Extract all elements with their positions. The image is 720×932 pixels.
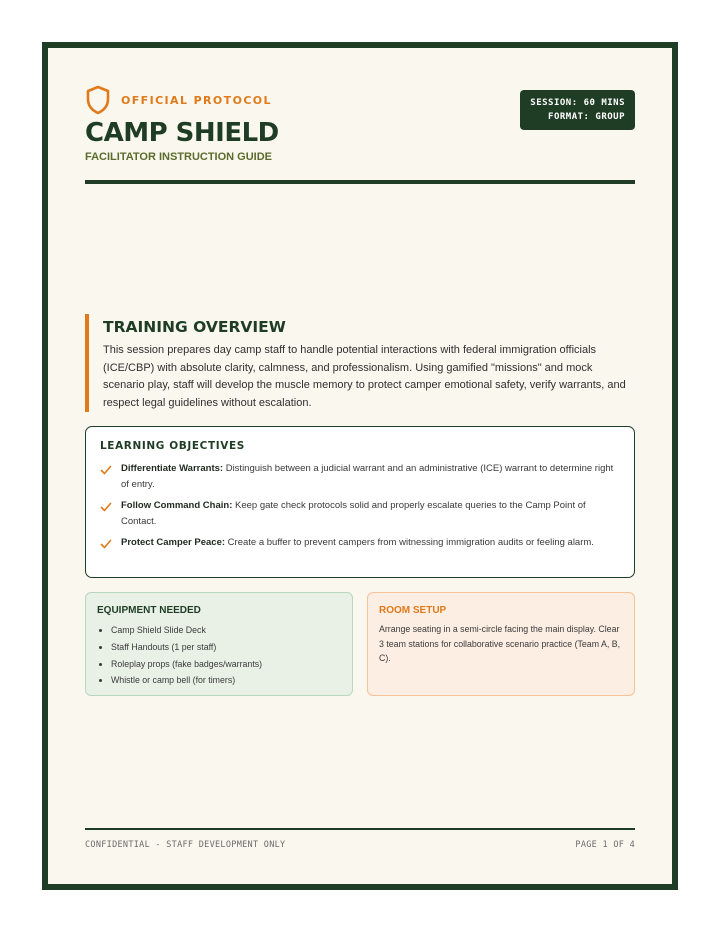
session-badge xyxy=(520,90,635,130)
objective-item xyxy=(100,461,620,492)
equipment-item: • Whistle or camp bell (for timers) xyxy=(111,672,341,689)
page-number: PAGE 1 OF 4 xyxy=(575,840,635,850)
check-icon xyxy=(100,464,112,476)
document-subtitle: FACILITATOR INSTRUCTION GUIDE xyxy=(85,151,272,163)
objective-description: Distinguish between a judicial warrant and an administrative (ICE) warrant to determine right of entry. xyxy=(121,463,614,490)
equipment-item: • Staff Handouts (1 per staff) xyxy=(111,639,341,656)
check-icon xyxy=(100,538,112,550)
objective-item xyxy=(100,498,620,529)
overview-body: This session prepares day camp staff to handle potential interactions with federal immigration officials (ICE/CBP) with absolute clarity, calmness, and professionalism. Using gamified "missions" and mock scenario play, staff will develop the muscle memory to protect camper emotional safety, verify warrants, and respect legal guidelines without escalation. xyxy=(103,344,626,409)
objective-description: Create a buffer to prevent campers from witnessing immigration audits or feeling alarm. xyxy=(225,537,594,548)
equipment-needed-card xyxy=(85,592,353,696)
header xyxy=(85,85,635,185)
objective-label: Differentiate Warrants: xyxy=(121,463,224,474)
equipment-item: • Roleplay props (fake badges/warrants) xyxy=(111,656,341,673)
objective-text xyxy=(121,461,620,492)
document-title: CAMP SHIELD xyxy=(85,118,279,148)
check-icon xyxy=(100,501,112,513)
equipment-title: EQUIPMENT NEEDED xyxy=(97,605,201,616)
equipment-list xyxy=(97,622,341,689)
training-overview-section xyxy=(85,314,635,412)
room-setup-text: Arrange seating in a semi-circle facing the main display. Clear 3 team stations for collaborative scenario practice (Team A, B, C). xyxy=(379,624,621,663)
room-setup-title: ROOM SETUP xyxy=(379,605,447,616)
objectives-title: LEARNING OBJECTIVES xyxy=(100,440,245,452)
page-content xyxy=(85,85,635,853)
header-divider xyxy=(85,180,635,184)
footer-confidential: CONFIDENTIAL - STAFF DEVELOPMENT ONLY xyxy=(85,840,286,850)
session-duration: SESSION: 60 MINS xyxy=(530,98,625,108)
shield-icon xyxy=(85,85,111,115)
equipment-item: • Camp Shield Slide Deck xyxy=(111,622,341,639)
room-setup-card xyxy=(367,592,635,696)
objective-item xyxy=(100,535,620,551)
objective-description: Keep gate check protocols solid and properly escalate queries to the Camp Point of Contact. xyxy=(121,500,586,527)
protocol-row xyxy=(85,85,272,115)
objective-label: Follow Command Chain: xyxy=(121,500,233,511)
footer-divider xyxy=(85,828,635,830)
objective-text xyxy=(121,535,594,551)
protocol-label: OFFICIAL PROTOCOL xyxy=(121,93,272,107)
objective-text xyxy=(121,498,620,529)
learning-objectives-card xyxy=(85,426,635,578)
overview-title: TRAINING OVERVIEW xyxy=(103,318,286,336)
page-frame xyxy=(42,42,678,890)
objective-label: Protect Camper Peace: xyxy=(121,537,226,548)
objectives-list xyxy=(100,461,620,551)
session-format: FORMAT: GROUP xyxy=(548,112,625,122)
